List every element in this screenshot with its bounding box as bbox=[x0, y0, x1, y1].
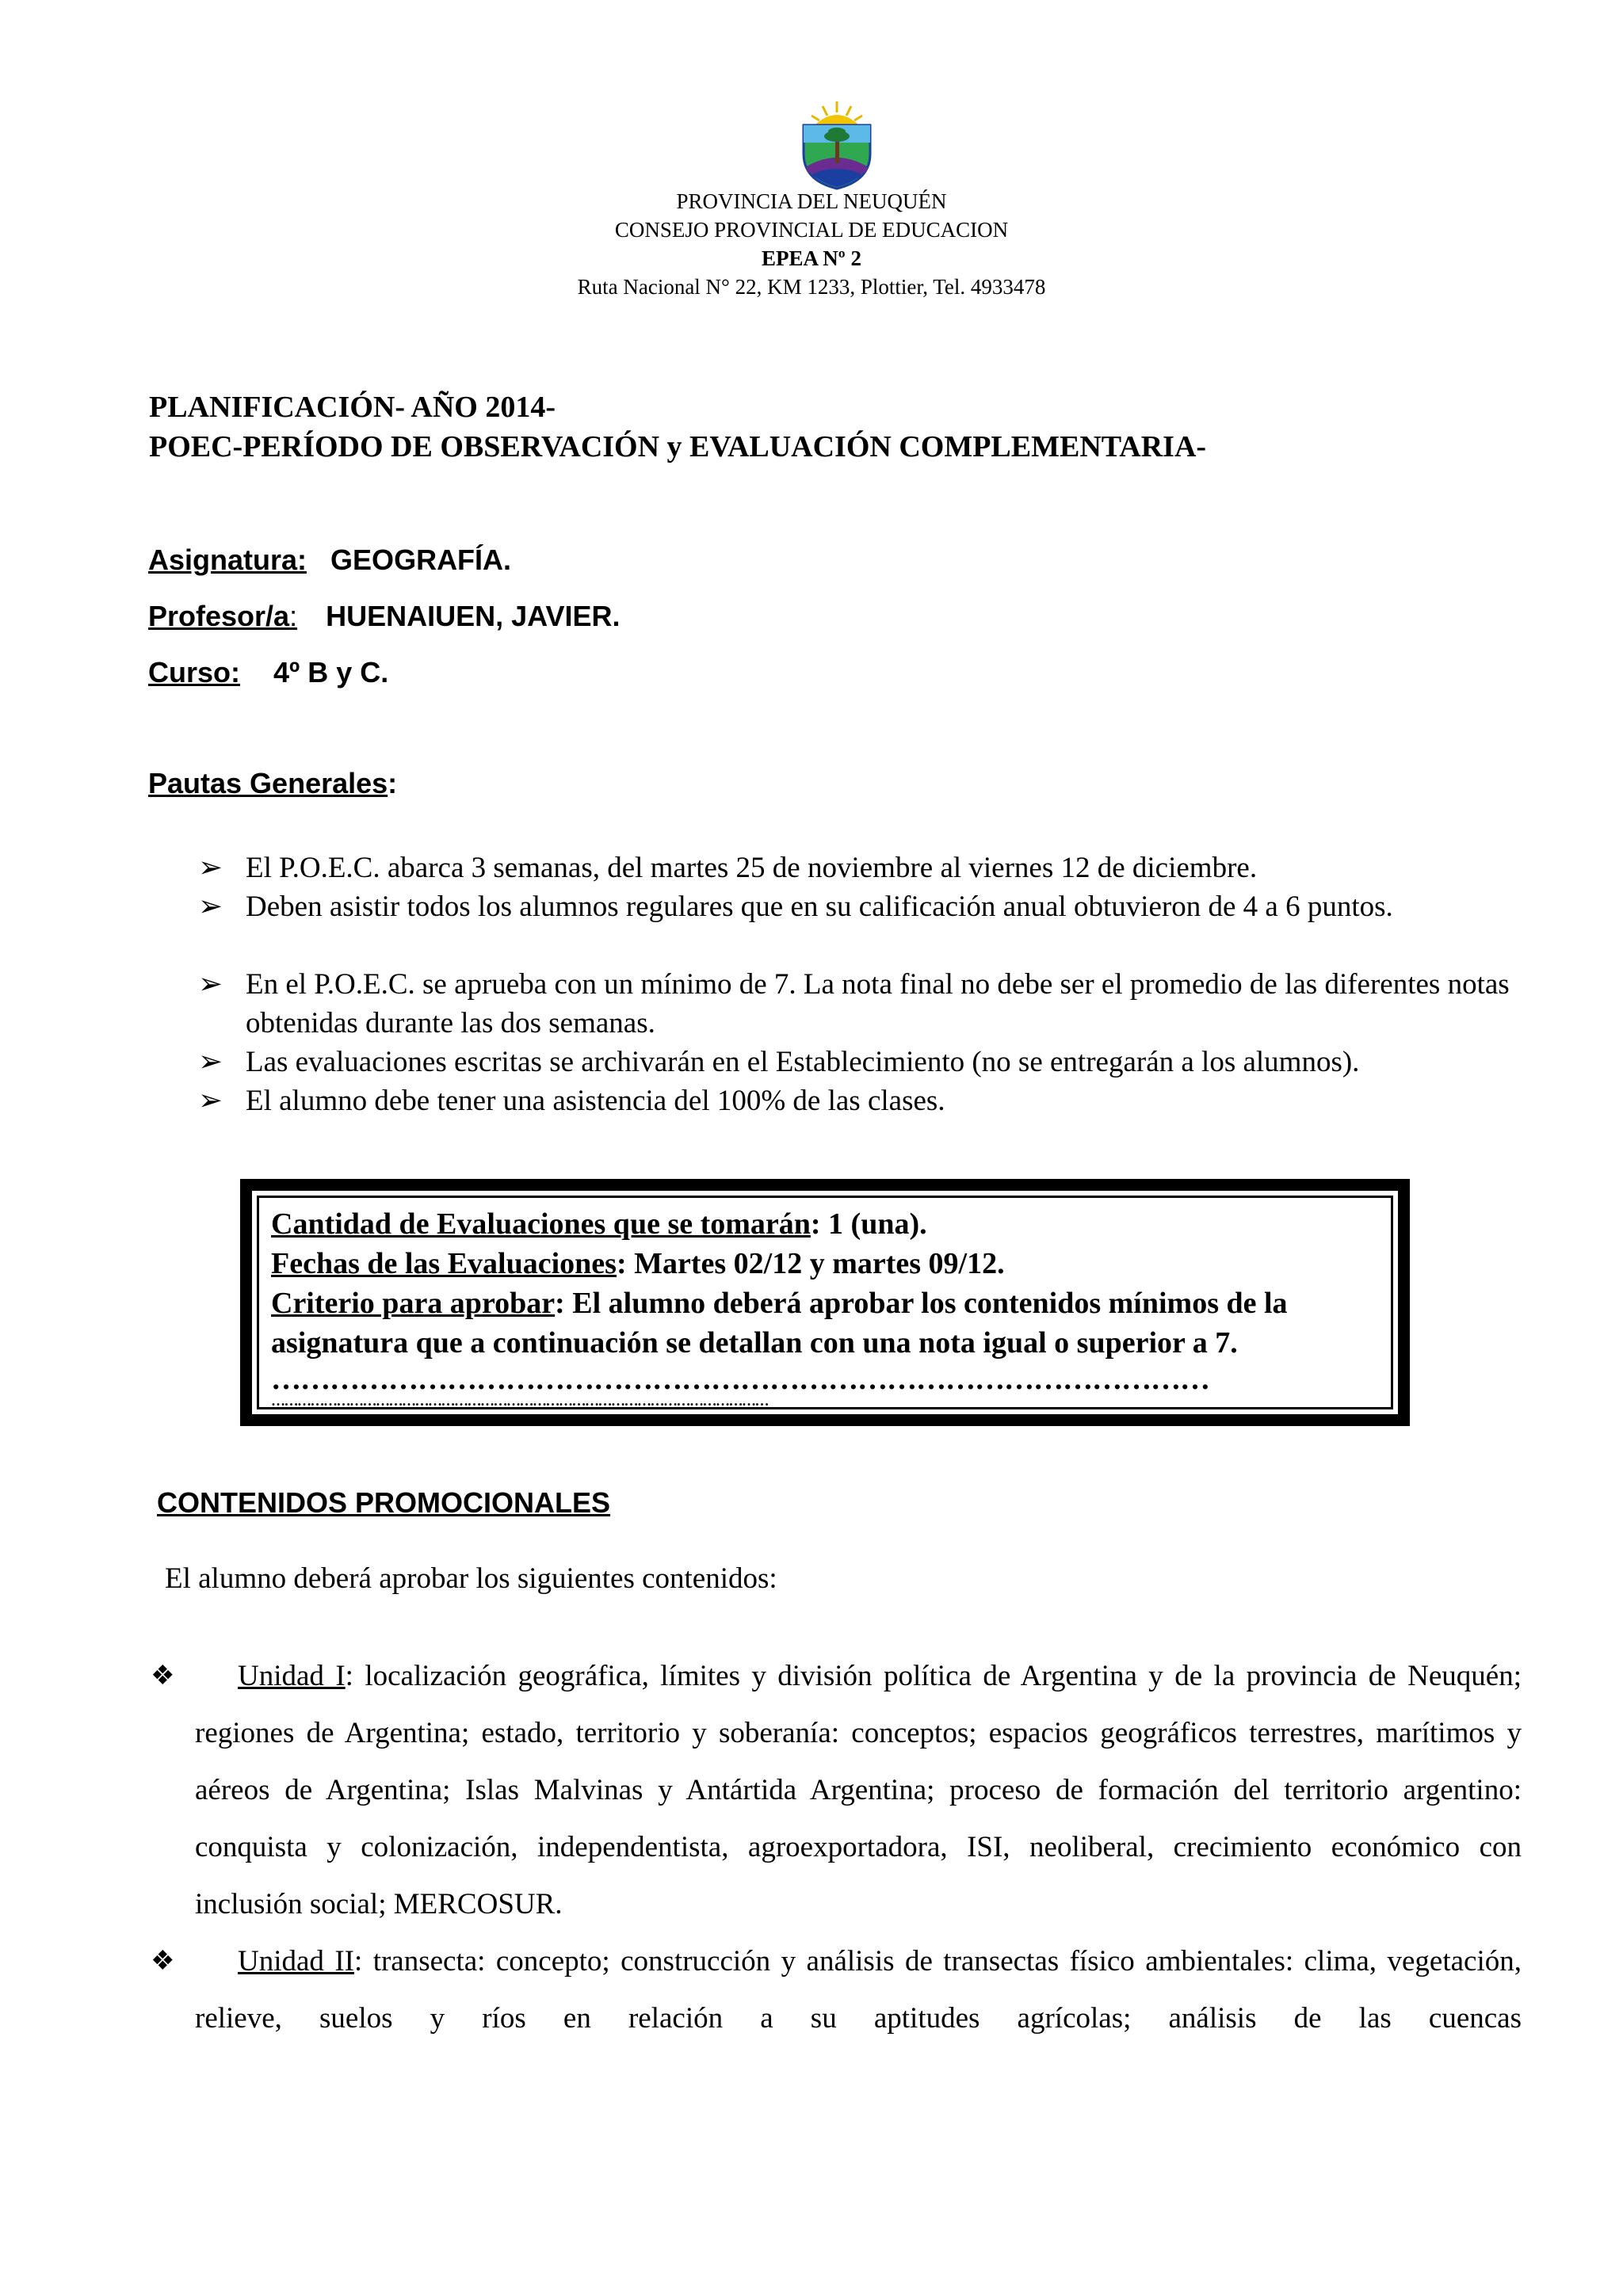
course-value: 4º B y C. bbox=[273, 656, 389, 688]
arrow-bullet-icon: ➢ bbox=[198, 968, 223, 1001]
course-label: Curso: bbox=[148, 656, 240, 688]
diamond-bullet-icon: ❖ bbox=[151, 1947, 175, 1976]
subject-value: GEOGRAFÍA. bbox=[330, 543, 512, 576]
evaluation-criteria-label: Criterio para aprobar bbox=[271, 1287, 556, 1320]
evaluation-count-label: Cantidad de Evaluaciones que se tomarán bbox=[271, 1207, 811, 1241]
page-title: PLANIFICACIÓN- AÑO 2014- bbox=[149, 391, 556, 424]
dotted-line-small: …………………………………………………………………………………………………… bbox=[271, 1393, 768, 1409]
header-council: CONSEJO PROVINCIAL DE EDUCACION bbox=[614, 218, 1009, 242]
evaluation-criteria-value: : El alumno deberá aprobar los contenidos mínimos de la bbox=[555, 1287, 1288, 1320]
header-province: PROVINCIA DEL NEUQUÉN bbox=[676, 189, 947, 213]
unit-description: : localización geográfica, límites y división política de Argentina y de la provincia de Neuquén; regiones de Argentina; estado, territorio y soberanía: conceptos; espacios geográficos terrestres, marítimos y aéreos de Argentina; Islas Malvinas y Antártida Argentina; proceso de formación del territorio argentino: conquista y colonización, independentista, agroexportadora, ISI, neoliberal, crecimiento económico con inclusión social; MERCOSUR. bbox=[195, 1660, 1522, 1920]
guideline-text: En el P.O.E.C. se aprueba con un mínimo de 7. La nota final no debe ser el promedio de las diferentes notas obtenidas durante las dos semanas. bbox=[246, 968, 1510, 1039]
teacher-row bbox=[148, 600, 621, 633]
arrow-bullet-icon: ➢ bbox=[198, 891, 223, 923]
unit-text bbox=[151, 1933, 1522, 2047]
guideline-text: El P.O.E.C. abarca 3 semanas, del martes 25 de noviembre al viernes 12 de diciembre. bbox=[246, 852, 1258, 884]
contents-intro: El alumno deberá aprobar los siguientes contenidos: bbox=[165, 1562, 777, 1595]
page-subtitle: POEC-PERÍODO DE OBSERVACIÓN y EVALUACIÓN COMPLEMENTARIA- bbox=[149, 430, 1207, 463]
guideline-text: El alumno debe tener una asistencia del 100% de las clases. bbox=[246, 1085, 945, 1117]
evaluation-dates-label: Fechas de las Evaluaciones bbox=[271, 1247, 617, 1280]
teacher-colon: : bbox=[289, 600, 298, 632]
teacher-label: Profesor/a bbox=[148, 600, 290, 632]
unit-label: Unidad II bbox=[238, 1945, 354, 1978]
contents-heading: CONTENIDOS PROMOCIONALES bbox=[157, 1486, 611, 1519]
guideline-text: Deben asistir todos los alumnos regulares que en su calificación anual obtuvieron de 4 a 6 puntos. bbox=[246, 891, 1393, 923]
unit-label: Unidad I bbox=[238, 1660, 346, 1692]
teacher-value: HUENAIUEN, JAVIER. bbox=[326, 600, 621, 632]
guidelines-heading-colon: : bbox=[388, 767, 398, 799]
coat-of-arms-emblem bbox=[796, 98, 878, 190]
guidelines-heading-text: Pautas Generales bbox=[148, 767, 388, 799]
evaluation-count bbox=[271, 1204, 927, 1244]
arrow-bullet-icon: ➢ bbox=[198, 1046, 223, 1078]
evaluation-count-value: : 1 (una). bbox=[810, 1207, 927, 1241]
subject-row bbox=[148, 543, 511, 577]
subject-label: Asignatura: bbox=[148, 543, 307, 576]
unit-description: : transecta: concepto; construcción y análisis de transectas físico ambientales: clima, vegetación, relieve, suelos y ríos en relación a su aptitudes agrícolas; análisis de las cuencas bbox=[195, 1945, 1522, 2035]
evaluation-criteria bbox=[271, 1283, 1288, 1323]
diamond-bullet-icon: ❖ bbox=[151, 1661, 175, 1691]
evaluation-criteria-cont: asignatura que a continuación se detallan con una nota igual o superior a 7. bbox=[271, 1326, 1238, 1360]
guidelines-heading bbox=[148, 767, 397, 800]
arrow-bullet-icon: ➢ bbox=[198, 1085, 223, 1117]
evaluation-dates bbox=[271, 1244, 1005, 1283]
header-address: Ruta Nacional N° 22, KM 1233, Plottier, Tel. 4933478 bbox=[577, 275, 1046, 299]
unit-text bbox=[151, 1648, 1522, 1933]
dotted-line: …………………………………………………………………………………… bbox=[271, 1363, 1209, 1396]
course-row bbox=[148, 656, 388, 689]
header-school: EPEA Nº 2 bbox=[762, 246, 861, 270]
evaluation-dates-value: : Martes 02/12 y martes 09/12. bbox=[616, 1247, 1005, 1280]
guideline-text: Las evaluaciones escritas se archivarán en el Establecimiento (no se entregarán a los alumnos). bbox=[246, 1046, 1360, 1078]
arrow-bullet-icon: ➢ bbox=[198, 852, 223, 884]
